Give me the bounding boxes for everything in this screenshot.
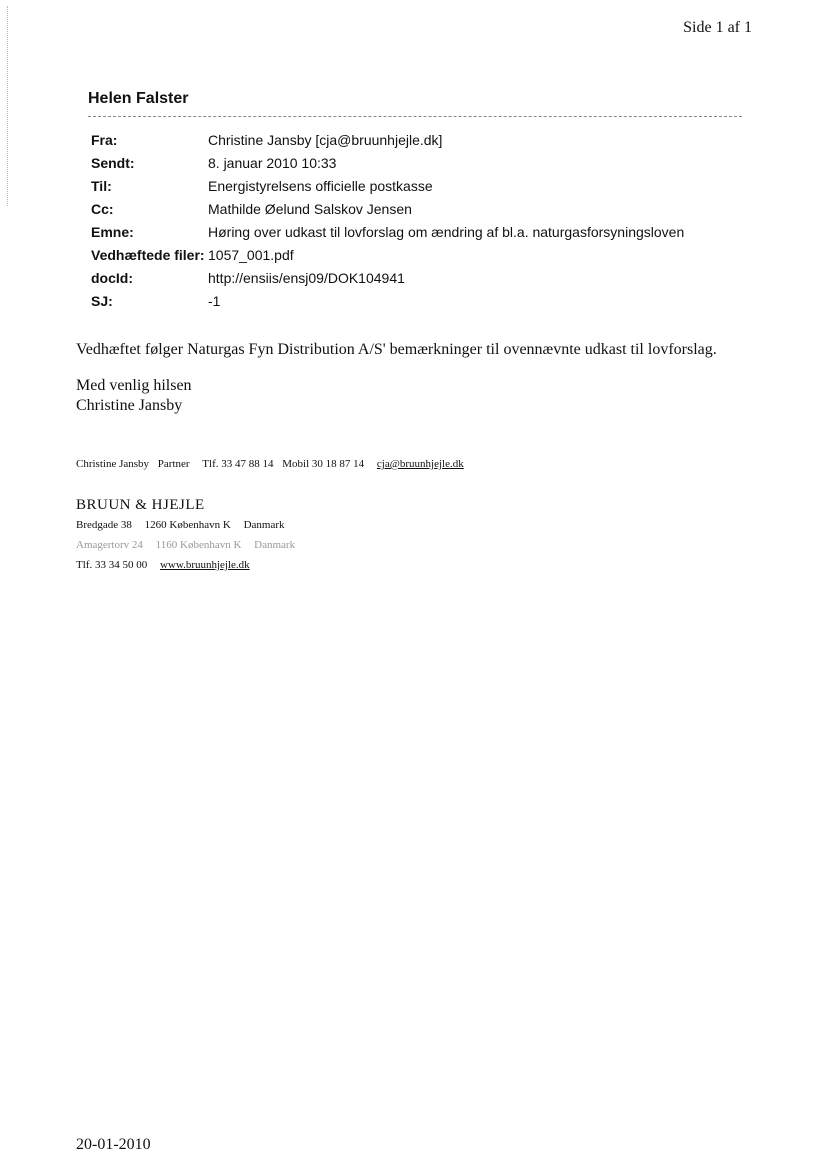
address-city: 1260 København K bbox=[144, 519, 231, 531]
signature-phone: Tlf. 33 47 88 14 bbox=[202, 458, 274, 470]
firm-name: BRUUN & HJEJLE bbox=[76, 497, 205, 513]
meta-label: Sendt: bbox=[91, 154, 135, 171]
sender-name: Helen Falster bbox=[88, 90, 189, 107]
meta-value: Energistyrelsens officielle postkasse bbox=[208, 177, 433, 194]
meta-row-from bbox=[91, 128, 684, 151]
meta-row-attachments bbox=[91, 243, 684, 266]
meta-label: Cc: bbox=[91, 200, 114, 217]
firm-address-1 bbox=[76, 519, 295, 531]
closing bbox=[76, 376, 192, 416]
meta-label: docId: bbox=[91, 269, 133, 286]
meta-label: Til: bbox=[91, 177, 112, 194]
firm-address-2 bbox=[76, 539, 305, 551]
closing-name: Christine Jansby bbox=[76, 397, 183, 414]
meta-row-sj bbox=[91, 289, 684, 312]
meta-row-cc bbox=[91, 197, 684, 220]
firm-phone: Tlf. 33 34 50 00 bbox=[76, 559, 148, 571]
address-street: Amagertorv 24 bbox=[76, 539, 143, 551]
closing-line: Med venlig hilsen bbox=[76, 377, 192, 394]
address-country: Danmark bbox=[254, 539, 296, 551]
meta-label: Emne: bbox=[91, 223, 134, 240]
meta-value: Mathilde Øelund Salskov Jensen bbox=[208, 200, 412, 217]
address-city: 1160 København K bbox=[155, 539, 242, 551]
meta-value: Christine Jansby [cja@bruunhjejle.dk] bbox=[208, 131, 443, 148]
meta-value: Høring over udkast til lovforslag om ændring af bl.a. naturgasforsyningsloven bbox=[208, 223, 685, 240]
meta-value: 8. januar 2010 10:33 bbox=[208, 154, 337, 171]
left-margin-rule bbox=[7, 6, 8, 206]
address-street: Bredgade 38 bbox=[76, 519, 132, 531]
email-body: Vedhæftet følger Naturgas Fyn Distribution A/S' bemærkninger til ovennævnte udkast til lovforslag. bbox=[76, 341, 717, 358]
meta-value: -1 bbox=[208, 292, 221, 309]
firm-website-link[interactable]: www.bruunhjejle.dk bbox=[159, 559, 250, 571]
header-divider bbox=[88, 116, 742, 117]
meta-label: Fra: bbox=[91, 131, 118, 148]
meta-value: http://ensiis/ensj09/DOK104941 bbox=[208, 269, 405, 286]
signature-title: Partner bbox=[157, 458, 190, 470]
page-number: Side 1 af 1 bbox=[683, 19, 752, 36]
meta-row-subject bbox=[91, 220, 684, 243]
meta-label: SJ: bbox=[91, 292, 113, 309]
signature-mobile: Mobil 30 18 87 14 bbox=[282, 458, 365, 470]
signature-email-link[interactable]: cja@bruunhjejle.dk bbox=[376, 458, 464, 470]
signature-name: Christine Jansby bbox=[76, 458, 150, 470]
email-header-table bbox=[91, 128, 684, 312]
meta-row-sent bbox=[91, 151, 684, 174]
meta-label: Vedhæftede filer: bbox=[91, 246, 205, 263]
address-country: Danmark bbox=[243, 519, 285, 531]
meta-row-docid bbox=[91, 266, 684, 289]
meta-row-to bbox=[91, 174, 684, 197]
footer-date: 20-01-2010 bbox=[76, 1136, 151, 1153]
signature-contact bbox=[76, 458, 470, 470]
meta-value: 1057_001.pdf bbox=[208, 246, 294, 263]
firm-contact bbox=[76, 559, 260, 571]
